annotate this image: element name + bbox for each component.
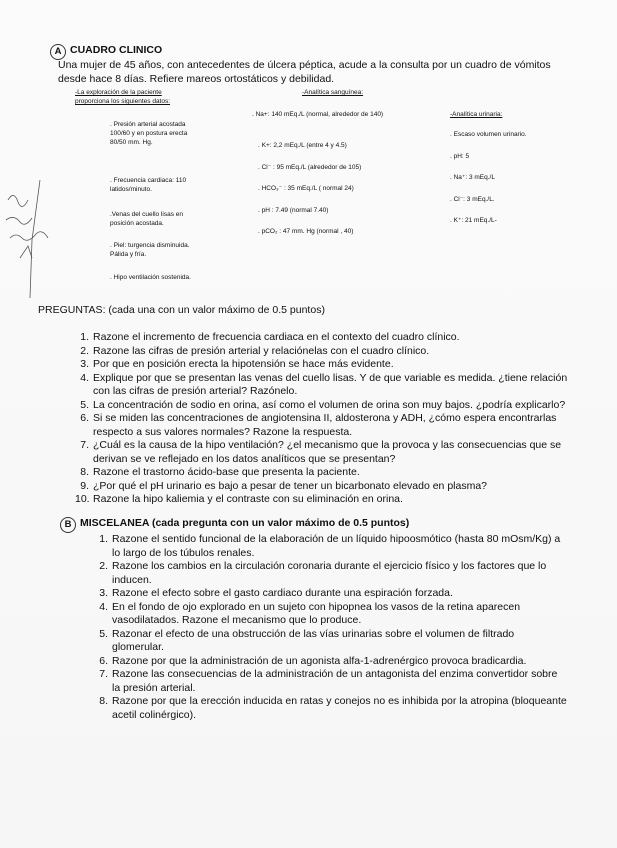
exploration-item: . Frecuencia cardiaca: 110 latidos/minuto. bbox=[110, 177, 187, 193]
questions-header: PREGUNTAS: (cada una con un valor máximo de 0.5 puntos) bbox=[38, 304, 325, 316]
section-a-intro: Una mujer de 45 años, con antecedentes de úlcera péptica, acude a la consulta por un cuadro de vómitos desde hace 8 días. Refiere mareos ortostáticos y debilidad. bbox=[58, 59, 551, 85]
urine-heading: -Analítica urinaria: bbox=[450, 111, 503, 118]
urine-item: . K⁺: 21 mEq./L- bbox=[450, 217, 497, 224]
section-b-question-list bbox=[99, 533, 567, 722]
question-item: 7. ¿Cuál es la causa de la hipo ventilación? ¿el mecanismo que la provoca y las consecuencias que se derivan se ve reflejado en los datos analíticos que se presentan? bbox=[80, 439, 562, 465]
urine-item: . pH: 5 bbox=[450, 153, 470, 160]
section-a-title: CUADRO CLINICO bbox=[70, 44, 163, 56]
section-a-marker: A bbox=[50, 44, 66, 60]
blood-item: . HCO₃⁻ : 35 mEq./L ( normal 24) bbox=[258, 185, 354, 192]
exploration-heading-2: proporciona los siguientes datos: bbox=[75, 98, 171, 105]
question-item: 5. La concentración de sodio en orina, así como el volumen de orina son muy bajos. ¿podría explicarlo? bbox=[80, 398, 566, 411]
question-item: 3. Por que en posición erecta la hipotensión se hace más evidente. bbox=[80, 358, 394, 370]
question-item: 7. Razone las consecuencias de la administración de un antagonista del enzima convertidor sobre la presión arterial. bbox=[99, 668, 558, 694]
exploration-item: . Piel: turgencia disminuida. Pálida y fría. bbox=[110, 242, 190, 258]
blood-heading: -Analítica sanguínea: bbox=[302, 89, 364, 96]
exploration-column bbox=[75, 88, 195, 106]
exploration-item: . Hipo ventilación sostenida. bbox=[110, 274, 191, 281]
exploration-item: .Venas del cuello lisas en posición acostada. bbox=[110, 211, 183, 227]
section-b-marker: B bbox=[60, 517, 76, 533]
question-item: 4. Explique por que se presentan las venas del cuello lisas. Y de que variable es medida. ¿tiene relación con las cifras de presión arterial? Razónelo. bbox=[80, 371, 568, 397]
question-item: 2. Razone las cifras de presión arterial y relaciónelas con el cuadro clínico. bbox=[80, 344, 430, 357]
urine-item: . Escaso volumen urinario. bbox=[450, 131, 527, 138]
urine-item: . Cl⁻: 3 mEq./L. bbox=[450, 196, 495, 203]
blood-item: . K+: 2,2 mEq./L (entre 4 y 4.5) bbox=[258, 142, 347, 149]
urine-item: . Na⁺: 3 mEq./L bbox=[450, 174, 495, 181]
section-b-title: MISCELANEA (cada pregunta con un valor máximo de 0.5 puntos) bbox=[80, 517, 410, 529]
question-item: 9. ¿Por qué el pH urinario es bajo a pesar de tener un bicarbonato elevado en plasma? bbox=[80, 479, 488, 492]
blood-item: . Na+: 140 mEq./L (normal, alrededor de 140) bbox=[252, 111, 384, 118]
question-item: 6. Si se miden las concentraciones de angiotensina II, aldosterona y ADH, ¿cómo espera encontrarlas respecto a sus valores normales? Razone la respuesta. bbox=[80, 412, 557, 438]
question-item: 8. Razone el trastorno ácido-base que presenta la paciente. bbox=[80, 466, 360, 478]
question-item: 1. Razone el incremento de frecuencia cardiaca en el contexto del cuadro clínico. bbox=[80, 331, 460, 343]
question-item: 6. Razone por que la administración de un agonista alfa-1-adrenérgico provoca bradicardia. bbox=[99, 654, 527, 667]
blood-item: . Cl⁻ : 95 mEq./L (alrededor de 105) bbox=[258, 164, 362, 171]
exploration-item: . Presión arterial acostada 100/60 y en postura erecta 80/50 mm. Hg. bbox=[110, 121, 188, 146]
question-item: 10. Razone la hipo kaliemia y el contraste con su eliminación en orina. bbox=[75, 493, 403, 505]
question-item: 4. En el fondo de ojo explorado en un sujeto con hipopnea los vasos de la retina aparecen vasodilatados. Razone el mecanismo que lo produce. bbox=[99, 600, 521, 626]
question-item: 5. Razonar el efecto de una obstrucción de las vías urinarias sobre el volumen de filtrado glomerular. bbox=[99, 627, 515, 653]
section-a-question-list bbox=[75, 331, 571, 507]
blood-item: . pH : 7.49 (normal 7.40) bbox=[258, 207, 329, 214]
question-item: 2. Razone los cambios en la circulación coronaria durante el ejercicio físico y los factores que lo inducen. bbox=[99, 560, 547, 586]
exploration-heading-1: -La exploración de la paciente bbox=[75, 89, 162, 96]
question-item: 8. Razone por que la erección inducida en ratas y conejos no es inhibida por la atropina (bloqueante acetil colinérgico). bbox=[99, 695, 567, 721]
question-item: 1. Razone el sentido funcional de la elaboración de un líquido hipoosmótico (hasta 80 mOsm/Kg) a lo largo de los túbulos renales. bbox=[99, 533, 561, 559]
blood-item: . pCO₂ : 47 mm. Hg (normal , 40) bbox=[258, 228, 354, 235]
question-item: 3. Razone el efecto sobre el gasto cardiaco durante una espiración forzada. bbox=[99, 587, 453, 599]
